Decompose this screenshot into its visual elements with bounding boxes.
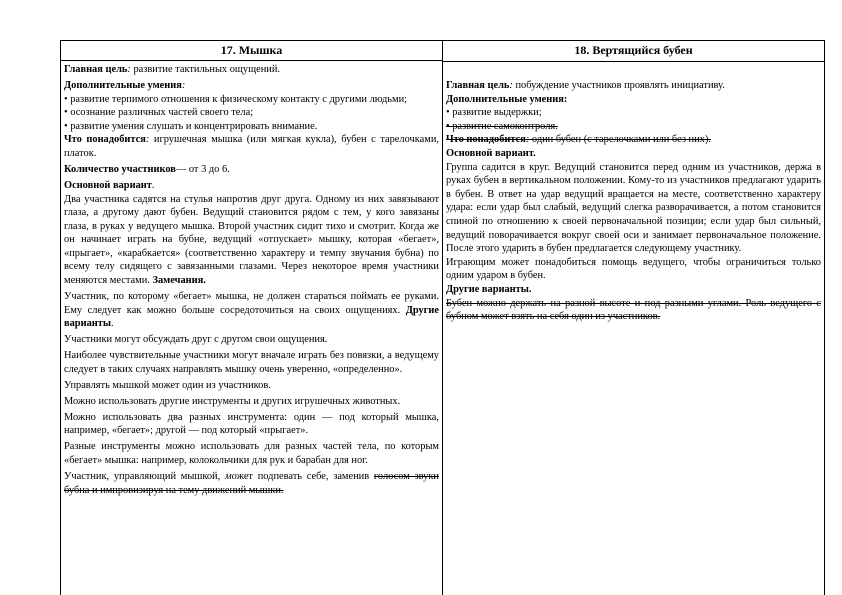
- left-goal: [64, 63, 439, 77]
- left-paragraph: Участники могут обсуждать друг с другом свои ощущения.: [64, 334, 328, 346]
- right-need-text: один бубен (с тарелочками или без них).: [529, 134, 711, 146]
- left-main-label: Основной вариант: [64, 179, 152, 191]
- left-paragraph: Можно использовать другие инструменты и других игрушечных животных.: [64, 395, 401, 407]
- right-other-heading: [446, 283, 821, 297]
- right-main-paragraph: Группа садится в круг. Ведущий становится перед одним из участников, держа в руках бубен в вертикальном положении. Кому-то из участников предлагают ударить в бубен. В ответ на удар ведущий вращается на месте, соответственно характеру удара: если удар был слабый, ведущий слегка разворачивается, а потом становится спиной по отношению к своей первоначальной позиции; если удар был сильный, ведущий поворачивается вокруг своей оси и занимает первоначальное положение. После этого ударить в бубен предлагается следующему участнику.: [446, 161, 821, 255]
- right-extra-item: • развитие самоконтроля.: [446, 120, 558, 132]
- left-count: [64, 163, 439, 177]
- left-need-text: игрушечная мышка (или мягкая кукла), бубен с тарелочками, платок.: [64, 134, 439, 159]
- right-title: 18. Вертящийся бубен: [574, 43, 693, 57]
- left-need-colon: :: [145, 134, 150, 146]
- left-extra-item: • развитие умения слушать и концентрировать внимание.: [64, 120, 318, 132]
- left-notes-text: Участник, по которому «бегает» мышка, не должен стараться поймать ее руками. Ему следует как можно больше сосредоточиться на своих ощущениях.: [64, 291, 439, 316]
- left-goal-label: Главная цель: [64, 64, 128, 75]
- right-other-paragraph: Бубен можно держать на разной высоте и под разными углами. Роль ведущего с бубном может взять на себя один из участников.: [446, 297, 821, 323]
- left-main-paragraph: [64, 193, 439, 288]
- left-body: [64, 63, 439, 500]
- left-last-b: мо: [224, 470, 237, 482]
- left-extra-label: Дополнительные умения: [64, 79, 182, 91]
- right-column: [443, 40, 824, 595]
- left-need: [64, 133, 439, 160]
- right-need-colon: :: [525, 134, 530, 146]
- right-extra-label: Дополнительные умения:: [446, 93, 568, 105]
- left-paragraph: Управлять мышкой может один из участников.: [64, 379, 271, 391]
- left-paragraph: Наиболее чувствительные участники могут вначале играть без повязки, а ведущему следует в таких случаях направлять мышку очень уверенно, «определенно».: [64, 350, 439, 375]
- right-goal-colon: :: [509, 80, 513, 91]
- left-other-dot: .: [110, 318, 114, 330]
- right-main-label: Основной вариант.: [446, 147, 536, 159]
- document-table: [60, 40, 825, 595]
- left-count-label: Количество участников: [64, 163, 176, 175]
- left-need-label: Что понадобится: [64, 134, 146, 146]
- left-last-paragraph: [64, 470, 439, 497]
- left-extra-item: • осознание различных частей своего тела;: [64, 107, 254, 119]
- left-last-d: голосом звуки бубна и импровизируя на тему движений мышки.: [64, 470, 439, 496]
- left-main-dot: .: [151, 179, 155, 191]
- left-extra-colon: :: [181, 79, 186, 91]
- left-notes-label: Замечания.: [152, 275, 206, 287]
- left-title: 17. Мышка: [220, 43, 283, 57]
- left-count-text: — от 3 до 6.: [175, 163, 230, 175]
- left-goal-colon: :: [127, 64, 131, 75]
- right-body: [446, 79, 821, 324]
- right-help-paragraph: Играющим может понадобиться помощь ведущего, чтобы ограничиться только одним ударом в бубен.: [446, 256, 821, 282]
- right-main-heading: [446, 147, 821, 161]
- left-extra-item: • развитие терпимого отношения к физическому контакту с другими людьми;: [64, 93, 408, 105]
- left-extra-heading: [64, 79, 439, 93]
- right-need-label: Что понадобится: [446, 134, 526, 146]
- right-extra-heading: [446, 93, 821, 107]
- table-border-right: [824, 40, 825, 595]
- right-other-label: Другие варианты.: [446, 283, 532, 295]
- left-notes-paragraph: [64, 290, 439, 331]
- right-need: [446, 133, 821, 147]
- left-main-heading: [64, 179, 439, 193]
- right-extra-item: • развитие выдержки;: [446, 107, 542, 119]
- left-last-a: Участник, управляющий мышкой,: [64, 470, 225, 482]
- left-goal-text: развитие тактильных ощущений.: [130, 64, 280, 75]
- right-goal-text: побуждение участников проявлять инициативу.: [512, 80, 725, 91]
- left-last-c: жет подпевать себе, заменив: [236, 470, 374, 482]
- right-goal: [446, 79, 821, 93]
- left-paragraph: Можно использовать два разных инструмента: один — под который мышка, например, «бегает»; другой — под который «прыгает».: [64, 411, 439, 437]
- left-main-text: Два участника садятся на стулья напротив друг друга. Одному из них завязывают глаза, а другому дают бубен. Ведущий становится рядом с тем, у кого завязаны глаза, в руках у ведущего мышка. Второй участник сидит тихо и смотрит. Когда же он начинает играть на бубне, ведущий «отпускает» мышку, которая «бегает», «прыгает», «карабкается» (соответственно характеру и темпу звучания бубна) по всему телу сидящего с завязанными глазами. Через некоторое время участники меняются местами.: [64, 193, 439, 287]
- left-other-label: Другие варианты: [64, 304, 439, 330]
- left-paragraph: Разные инструменты можно использовать для разных частей тела, по которым «бегает» мышка: например, колокольчики для рук и барабан для ног.: [64, 441, 439, 466]
- right-goal-label: Главная цель: [446, 80, 510, 91]
- left-column: [61, 40, 442, 595]
